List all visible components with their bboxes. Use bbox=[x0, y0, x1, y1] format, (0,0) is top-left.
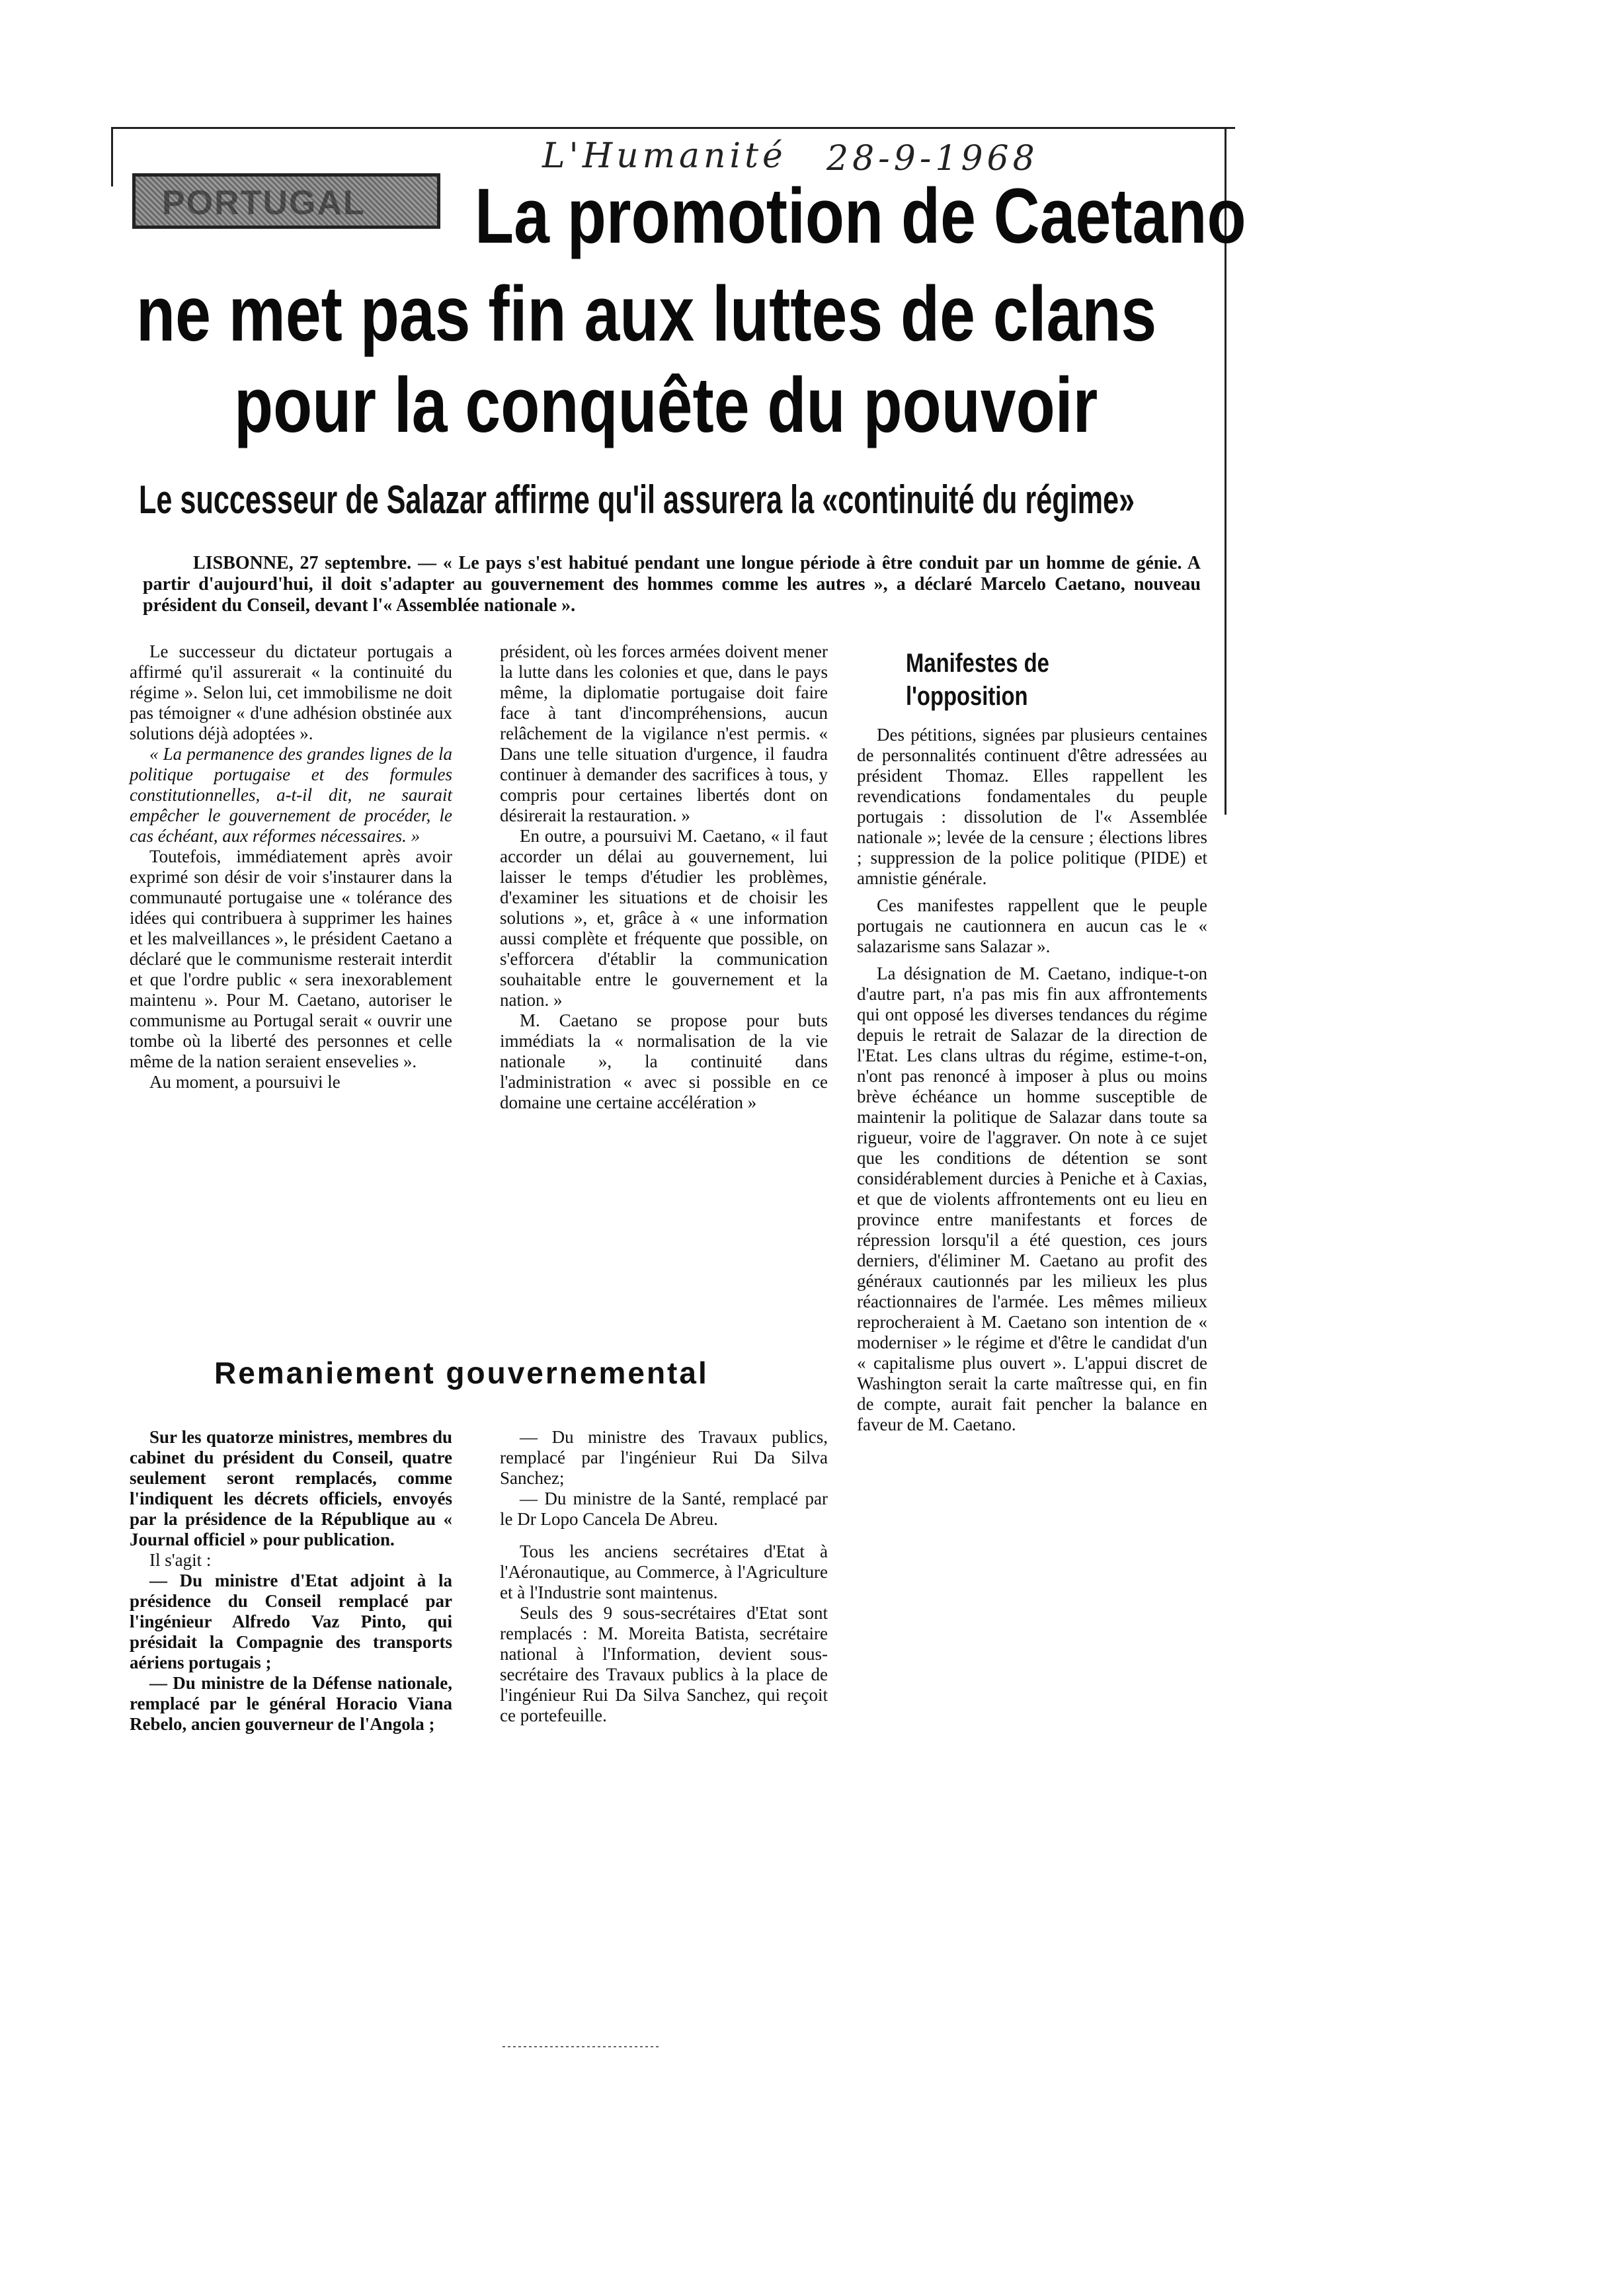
paragraph: Toutefois, immédiatement après avoir exprimé son désir de voir s'instaurer dans la communauté portugaise une « tolérance des idées qui contribuera à supprimer les haines et les malveillances », le président Caetano a déclaré que le communisme resterait interdit et que l'ordre public « sera inexorablement maintenu ». Pour M. Caetano, autoriser le communisme au Portugal serait « ouvrir une tombe où la liberté des personnes et celle même de la nation seraient ensevelies ». bbox=[130, 846, 452, 1071]
paragraph: — Du ministre de la Santé, remplacé par le Dr Lopo Cancela De Abreu. bbox=[500, 1489, 828, 1529]
paragraph: Tous les anciens secrétaires d'Etat à l'Aéronautique, au Commerce, à l'Agriculture et à l'Industrie sont maintenus. bbox=[500, 1541, 828, 1602]
paragraph: Il s'agit : bbox=[149, 1550, 212, 1570]
paragraph: Ces manifestes rappellent que le peuple portugais ne cautionnera en aucun cas le « salazarisme sans Salazar ». bbox=[857, 895, 1207, 956]
headline-line-3: pour la conquête du pouvoir bbox=[234, 362, 1098, 449]
paragraph: Seuls des 9 sous-secrétaires d'Etat sont remplacés : M. Moreita Batista, secrétaire national à l'Information, devient sous-secrétaire des Travaux publics à la place de l'ingénieur Rui Da Silva Sanchez, qui reçoit ce portefeuille. bbox=[500, 1603, 828, 1725]
paragraph: Sur les quatorze ministres, membres du cabinet du président du Conseil, quatre seulement seront remplacés, comme l'indiquent les décrets officiels, envoyés par la présidence de la République au « Journal officiel » pour publication. bbox=[130, 1427, 452, 1549]
remaniement-subtitle: Remaniement gouvernemental bbox=[214, 1356, 709, 1390]
clipping-border-left bbox=[111, 127, 113, 186]
article-column-4 bbox=[130, 1427, 452, 1735]
opposition-subtitle: Manifestes de l'opposition bbox=[906, 649, 1049, 711]
article-column-3 bbox=[857, 725, 1207, 1435]
paragraph: Des pétitions, signées par plusieurs centaines de personnalités continuent d'être adressées au président Thomaz. Elles rappellent les revendications fondamentales du peuple portugais : dissolution de l'« Assemblée nationale »; levée de la censure ; élections libres ; suppression de la police politique (PIDE) et amnistie générale. bbox=[857, 725, 1207, 888]
section-tag bbox=[132, 173, 440, 229]
lede-paragraph: LISBONNE, 27 septembre. — « Le pays s'est habitué pendant une longue période à être conduit par un homme de génie. A partir d'aujourd'hui, il doit s'adapter au gouvernement des hommes comme les autres », a déclaré Marcelo Caetano, nouveau président du Conseil, devant l'« Assemblée nationale ». bbox=[143, 553, 1201, 616]
paragraph: La désignation de M. Caetano, indique-t-on d'autre part, n'a pas mis fin aux affrontements qui ont opposé les diverses tendances du régime depuis le retrait de Salazar de la direction de l'Etat. Les clans ultras du régime, estime-t-on, n'ont pas renoncé à imposer à plus ou moins brève échéance un homme susceptible de maintenir la politique de Salazar dans toute sa rigueur, voire de l'aggraver. On note à ce sujet que les conditions de détention se sont considérablement durcies à Peniche et à Caxias, et que de violents affrontements ont eu lieu en province entre manifestants et forces de répression lorsqu'il a été question, ces jours derniers, d'éliminer M. Caetano au profit des généraux cautionnés par les milieux les plus réactionnaires de l'armée. Les mêmes milieux reprocheraient à M. Caetano son intention de « moderniser » le régime et d'être le candidat d'un « capitalisme plus ouvert ». L'appui discret de Washington serait la carte maîtresse qui, en fin de compte, aurait fait pencher la balance en faveur de M. Caetano. bbox=[857, 964, 1207, 1434]
paragraph: — Du ministre d'Etat adjoint à la présidence du Conseil remplacé par l'ingénieur Alfredo Vaz Pinto, qui présidait la Compagnie des transports aériens portugais ; bbox=[130, 1571, 452, 1672]
article-column-5 bbox=[500, 1427, 828, 1726]
section-tag-label: PORTUGAL bbox=[162, 184, 366, 222]
paragraph: — Du ministre des Travaux publics, remplacé par l'ingénieur Rui Da Silva Sanchez; bbox=[500, 1427, 828, 1488]
article-column-1 bbox=[130, 641, 452, 1092]
handwritten-date: 28-9-1968 bbox=[826, 139, 1039, 179]
paragraph: « La permanence des grandes lignes de la politique portugaise et des formules constitutionnelles, a-t-il dit, ne saurait empêcher le gouvernement de procéder, le cas échéant, aux réformes nécessaires. » bbox=[130, 744, 452, 846]
headline-line-1: La promotion de Caetano bbox=[475, 173, 1246, 260]
paragraph: M. Caetano se propose pour buts immédiats la « normalisation de la vie nationale », la continuité dans l'administration « avec si possible en ce domaine une certaine accélération » bbox=[500, 1010, 828, 1112]
scan-artifact-line bbox=[502, 2046, 661, 2047]
article-column-2 bbox=[500, 641, 828, 1113]
paragraph: Au moment, a poursuivi le bbox=[149, 1072, 341, 1092]
headline-line-2: ne met pas fin aux luttes de clans bbox=[136, 270, 1157, 358]
handwritten-source: L'Humanité bbox=[542, 136, 787, 176]
subheadline: Le successeur de Salazar affirme qu'il assurera la «continuité du régime» bbox=[139, 477, 1135, 522]
paragraph: président, où les forces armées doivent mener la lutte dans les colonies et que, dans le pays même, la diplomatie portugaise doit faire face à tant d'incompréhensions, aucun relâchement de la vigilance n'est permis. « Dans une telle situation d'urgence, il faudra continuer à demander des sacrifices à tous, y compris pour certaines libertés dont on désirerait la restauration. » bbox=[500, 641, 828, 825]
paragraph: Le successeur du dictateur portugais a affirmé qu'il assurerait « la continuité du régime ». Selon lui, cet immobilisme ne doit pas témoigner « d'une adhésion obstinée aux solutions déjà adoptées ». bbox=[130, 641, 452, 743]
clipping-border-top bbox=[111, 127, 1235, 129]
paragraph: En outre, a poursuivi M. Caetano, « il faut accorder un délai au gouvernement, lui laisser le temps d'étudier les problèmes, d'examiner les situations et de choisir les solutions », et, grâce à « une information aussi complète et fréquente que possible, on s'efforcera d'établir la communication souhaitable entre le gouvernement et la nation. » bbox=[500, 826, 828, 1010]
paragraph: — Du ministre de la Défense nationale, remplacé par le général Horacio Viana Rebelo, ancien gouverneur de l'Angola ; bbox=[130, 1673, 452, 1734]
